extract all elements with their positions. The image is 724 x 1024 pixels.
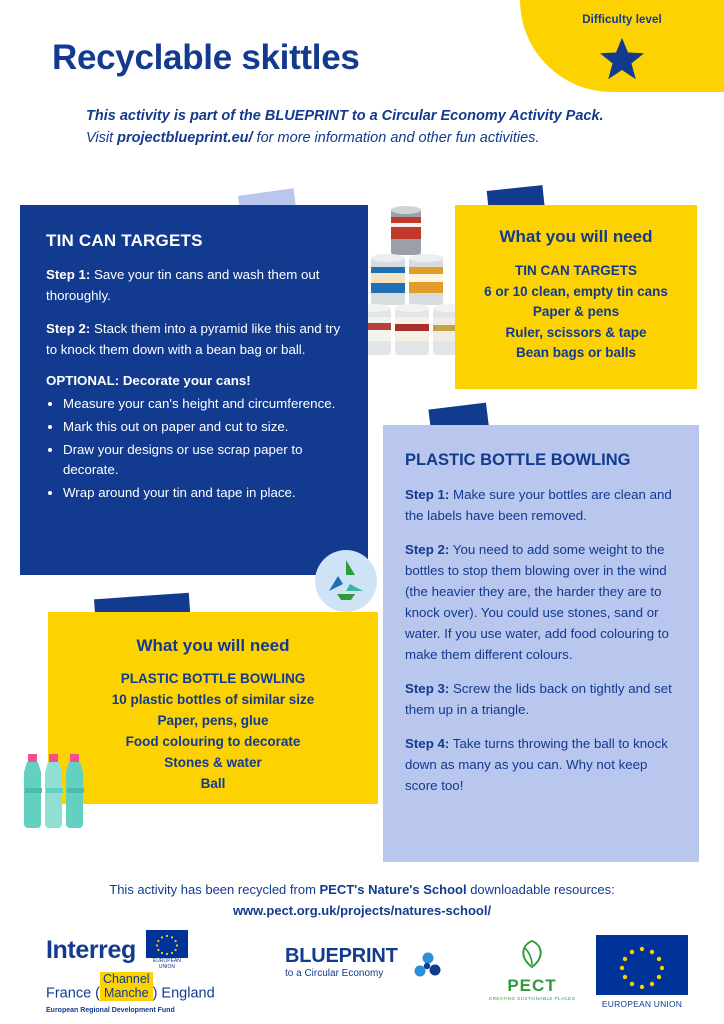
interreg-sub-left: France ( <box>46 985 100 1002</box>
need-tin-line: 6 or 10 clean, empty tin cans <box>484 283 668 299</box>
eu-flag-icon <box>146 930 188 958</box>
star-icon <box>599 36 645 82</box>
footer-credit-post: downloadable resources: <box>466 882 615 897</box>
subtitle-tail-text: for more information and other fun activities. <box>252 130 540 147</box>
need-bottle-line: Food colouring to decorate <box>125 733 301 749</box>
footer-credit-bold: PECT's Nature's School <box>319 882 467 897</box>
interreg-eu-caption: EUROPEAN UNION <box>152 958 181 970</box>
tin-can-targets-card <box>20 205 368 575</box>
tin-can-step-2-text: Stack them into a pyramid like this and try to knock them down with a bean bag or ball. <box>46 321 341 357</box>
interreg-box-line-1: Channel <box>103 972 150 986</box>
bottle-step-3-label: Step 3: <box>405 681 450 696</box>
interreg-box-line-2: Manche <box>104 986 149 1001</box>
interreg-eu-flag-block <box>136 930 188 970</box>
list-item: • Wrap around your tin and tape in place. <box>63 483 346 503</box>
tin-can-bullet-list <box>63 394 346 503</box>
footer-credit <box>0 880 724 922</box>
need-bottle-line: Ball <box>200 775 226 791</box>
subtitle-visit-text: Visit <box>86 130 118 147</box>
bottle-step-1-text: Make sure your bottles are clean and the labels have been removed. <box>405 487 672 523</box>
eu-flag-large-icon <box>596 935 688 995</box>
footer-credit-line <box>0 880 724 901</box>
bottle-step-3 <box>405 678 679 720</box>
need-bottle-line: Paper, pens, glue <box>157 712 269 728</box>
need-tin-line: TIN CAN TARGETS <box>515 263 637 278</box>
need-tin-heading: What you will need <box>499 227 653 246</box>
need-bottle-line: 10 plastic bottles of similar size <box>111 691 315 707</box>
interreg-top <box>46 930 246 970</box>
bottle-step-4 <box>405 733 679 796</box>
subtitle-line-2 <box>86 127 646 149</box>
interreg-sub-right: ) England <box>152 985 215 1002</box>
tin-can-optional-heading: OPTIONAL: Decorate your cans! <box>46 373 251 389</box>
bottle-step-2-label: Step 2: <box>405 542 450 557</box>
page-title: Recyclable skittles <box>52 38 360 77</box>
need-bottle-heading: What you will need <box>136 636 290 655</box>
difficulty-label: Difficulty level <box>582 14 662 26</box>
bottle-step-1-label: Step 1: <box>405 487 450 502</box>
tin-can-heading: TIN CAN TARGETS <box>46 231 203 250</box>
eu-caption: EUROPEAN UNION <box>601 999 683 1009</box>
interreg-erdf-caption: European Regional Development Fund <box>46 1007 175 1015</box>
blueprint-circles-icon <box>408 949 442 983</box>
logo-row <box>0 925 724 1021</box>
interreg-subtitle <box>46 972 246 1001</box>
difficulty-badge <box>520 0 724 92</box>
european-union-logo <box>596 935 688 1009</box>
need-tin-line: Bean bags or balls <box>515 345 637 361</box>
bottle-step-2-text: You need to add some weight to the bottles to stop them blowing over in the wind (the heavier they are, the harder they are to knock over). You could use stones, sand or water. If you use water, add food colouring to make them different colours. <box>405 542 669 662</box>
need-tin-line: Paper & pens <box>532 304 620 320</box>
plastic-bottles-illustration <box>20 752 100 830</box>
list-item: • Draw your designs or use scrap paper to decorate. <box>63 440 346 480</box>
list-item: • Mark this out on paper and cut to size. <box>63 417 346 437</box>
footer-credit-pre: This activity has been recycled from <box>109 882 320 897</box>
bottle-step-2 <box>405 539 679 665</box>
pect-leaf-icon <box>512 939 552 969</box>
footer-url[interactable]: www.pect.org.uk/projects/natures-school/ <box>232 902 492 918</box>
subtitle-url[interactable]: projectblueprint.eu/ <box>117 130 253 147</box>
tin-can-step-1 <box>46 265 346 306</box>
need-bottle-line: PLASTIC BOTTLE BOWLING <box>120 671 306 686</box>
what-you-need-tin-card <box>455 205 697 389</box>
need-tin-line: Ruler, scissors & tape <box>505 324 647 340</box>
tin-can-step-1-label: Step 1: <box>46 267 91 282</box>
plastic-bottle-bowling-card <box>383 425 699 862</box>
tin-can-step-1-text: Save your tin cans and wash them out thoroughly. <box>46 267 320 303</box>
eu-stars-large-icon <box>596 935 688 995</box>
interreg-name: Interreg <box>46 935 136 964</box>
interreg-channel-manche-box <box>100 972 153 1001</box>
pect-subtitle: CREATING SUSTAINABLE PLACES <box>488 996 576 1001</box>
subtitle-line-1: This activity is part of the BLUEPRINT to a Circular Economy Activity Pack. <box>86 108 604 124</box>
eu-stars-icon <box>146 930 188 958</box>
subtitle-block <box>86 105 646 150</box>
bottle-step-4-label: Step 4: <box>405 736 450 751</box>
bottle-step-3-text: Screw the lids back on tightly and set them up in a triangle. <box>405 681 672 717</box>
recycle-icon <box>315 550 377 612</box>
pect-logo <box>487 939 577 1001</box>
bottle-step-4-text: Take turns throwing the ball to knock down as many as you can. Why not keep score too! <box>405 736 668 793</box>
blueprint-subtitle: to a Circular Economy <box>285 968 384 979</box>
blueprint-name: BLUEPRINT <box>285 945 398 967</box>
tin-can-step-2-label: Step 2: <box>46 321 91 337</box>
pect-name: PECT <box>507 976 557 995</box>
tin-can-step-2 <box>46 319 346 360</box>
bottle-heading: PLASTIC BOTTLE BOWLING <box>405 451 631 469</box>
need-bottle-line: Stones & water <box>164 754 262 770</box>
bottle-step-1 <box>405 484 679 526</box>
blueprint-logo <box>285 945 450 979</box>
interreg-logo <box>46 930 246 1014</box>
list-item: • Measure your can's height and circumference. <box>63 394 346 414</box>
